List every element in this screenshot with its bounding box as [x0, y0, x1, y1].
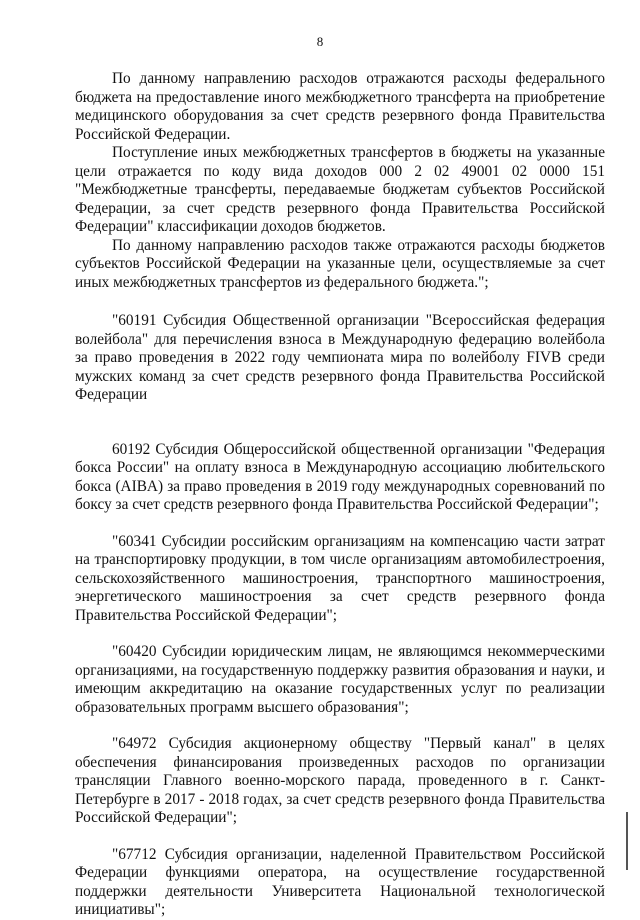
paragraph-60420: "60420 Субсидии юридическим лицам, не являющимся некоммерческими организациями, на государственную поддержку развития образования и науки, и имеющим аккредитацию на оказание государственных услуг по реализации образовательных программ высшего образования";	[75, 643, 605, 716]
paragraph-60191: "60191 Субсидия Общественной организации "Всероссийская федерация волейбола" для перечисления взноса в Международную федерацию волейбола за право проведения в 2022 году чемпионата мира по волейболу FIVB среди мужских команд за счет средств резервного фонда Правительства Российской Федерации	[75, 312, 605, 403]
paragraph-3: По данному направлению расходов также отражаются расходы бюджетов субъектов Российской Федерации на указанные цели, осуществляемые за счет иных межбюджетных трансфертов из федерального бюджета.";	[75, 236, 605, 291]
paragraph-60192: 60192 Субсидия Общероссийской общественной организации "Федерация бокса России" на оплату взноса в Международную ассоциацию любительского бокса (AIBA) за право проведения в 2019 году международных соревнований по боксу за счет средств резервного фонда Правительства Российской Федерации";	[75, 440, 605, 513]
paragraph-1: По данному направлению расходов отражаются расходы федерального бюджета на предоставление иного межбюджетного трансферта на приобретение медицинского оборудования за счет средств резервного фонда Правительства Российской Федерации.	[75, 70, 605, 143]
paragraph-64972: "64972 Субсидия акционерному обществу "Первый канал" в целях обеспечения финансирования произведенных расходов по организации трансляции Главного военно-морского парада, проведенного в г. Санкт-Петербурге в 2017 - 2018 годах, за счет средств резервного фонда Правительства Российской Федерации";	[75, 735, 605, 826]
paragraph-60341: "60341 Субсидии российским организациям на компенсацию части затрат на транспортировку продукции, в том числе организациям автомобилестроения, сельскохозяйственного машиностроения, транспортного машиностроения, энергетического машиностроения за счет средств резервного фонда Правительства Российской Федерации";	[75, 532, 605, 624]
scan-edge-mark	[626, 812, 628, 870]
page-number: 8	[316, 34, 324, 49]
paragraph-67712: "67712 Субсидия организации, наделенной Правительством Российской Федерации функциями оператора, на осуществление государственной поддержки деятельности Университета Национальной технологической инициативы";	[75, 845, 605, 918]
paragraph-2: Поступление иных межбюджетных трансфертов в бюджеты на указанные цели отражается по коду вида доходов 000 2 02 49001 02 0000 151 "Межбюджетные трансферты, передаваемые бюджетам субъектов Российской Федерации, за счет средств резервного фонда Правительства Российской Федерации" классификации доходов бюджетов.	[75, 144, 605, 235]
document-body	[75, 70, 605, 920]
